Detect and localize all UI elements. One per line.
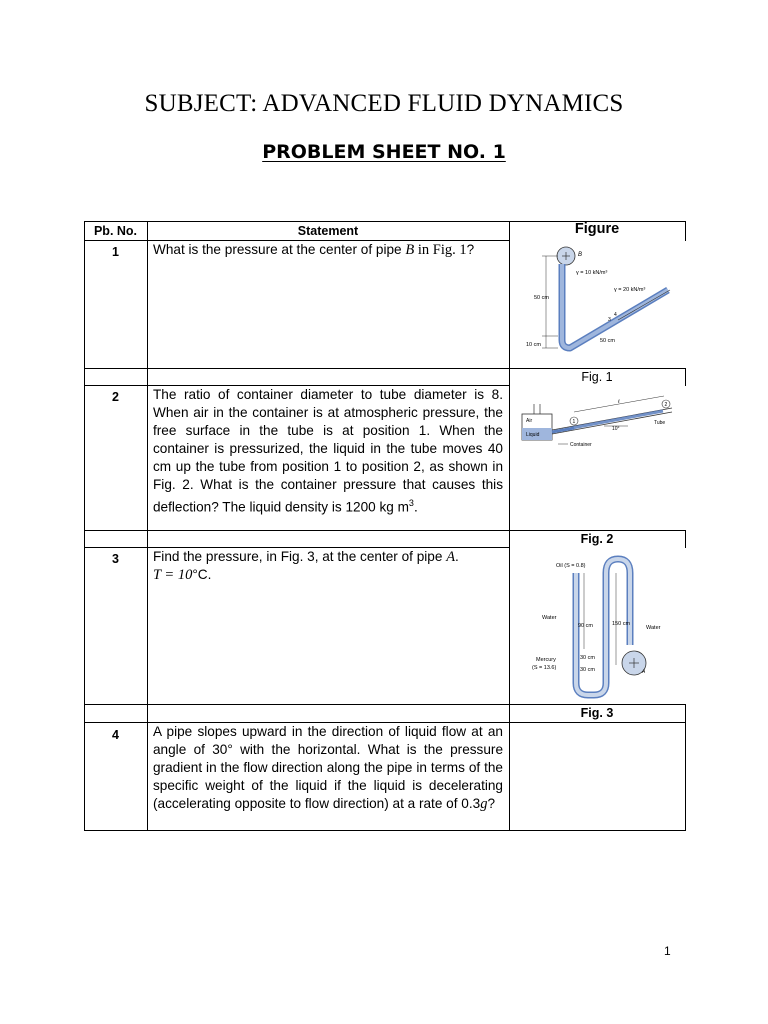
problem-statement	[153, 548, 503, 584]
col-header-statement: Statement	[297, 224, 359, 238]
table-line	[147, 221, 148, 831]
fig3-dim-30cm-b: 30 cm	[580, 667, 595, 673]
table-line	[84, 530, 686, 531]
fig1-dim-50cm-slope: 50 cm	[600, 338, 615, 344]
problem-statement	[153, 241, 503, 259]
fig1-label-B: B	[578, 252, 583, 258]
figure-ref: in Fig. 1	[414, 242, 467, 258]
pipe-label: B	[405, 242, 415, 258]
fig3-mercury-s: (S = 13.6)	[532, 665, 557, 671]
fig1-dim-50cm: 50 cm	[534, 295, 549, 301]
fig3-point-A: A	[642, 669, 646, 675]
problem-number: 3	[112, 552, 119, 566]
fig2-tube-label: Tube	[654, 420, 666, 426]
fig3-dim-150cm: 150 cm	[612, 621, 631, 627]
table-line	[84, 704, 686, 705]
table-line	[685, 530, 686, 548]
table-line	[685, 221, 686, 241]
gravity-symbol: g	[480, 796, 488, 812]
col-header-figure: Figure	[574, 221, 620, 237]
page-number: 1	[664, 944, 671, 958]
problem-number: 1	[112, 245, 119, 259]
fig2-liquid-label: Liquid	[526, 432, 540, 438]
fig1-dim-10cm: 10 cm	[526, 342, 541, 348]
fig1-gamma-20: γ = 20 kN/m³	[614, 287, 646, 293]
pipe-label: A	[446, 549, 456, 565]
figure-1-manometer	[518, 244, 680, 356]
fig3-dim-30cm-a: 30 cm	[580, 655, 595, 661]
statement-text: Find the pressure, in Fig. 3, at the center of pipe	[153, 549, 447, 564]
problem-number: 2	[112, 390, 119, 404]
table-line	[685, 368, 686, 386]
fig2-position-2: 2	[664, 402, 668, 408]
table-line	[685, 704, 686, 831]
statement-text: ?	[487, 796, 495, 811]
problem-statement	[153, 723, 503, 813]
fig3-oil-label: Oil (S = 0.8)	[556, 563, 586, 569]
col-header-number: Pb. No.	[93, 224, 138, 238]
superscript: 3	[408, 498, 414, 508]
statement-text: What is the pressure at the center of pipe	[153, 242, 406, 257]
figure-3-manometer	[518, 553, 680, 701]
fig2-position-1: 1	[572, 419, 576, 425]
fig1-gamma-10: γ = 10 kN/m³	[576, 270, 608, 276]
fig1-angle-3: 4	[614, 312, 617, 318]
fig1-angle-4: 3	[608, 317, 611, 323]
table-line	[509, 221, 510, 831]
statement-text: A pipe slopes upward in the direction of liquid flow at an angle of 30° with the horizontal. What is the pressure gradient in the flow direction along the pipe in terms of the specific weight of the liquid if the liquid is decelerating (accelerating opposite to flow direction) at a rate of 0.3	[153, 724, 503, 811]
table-line	[84, 830, 686, 831]
statement-text: ?	[466, 242, 475, 257]
statement-text: .	[413, 499, 418, 515]
fig2-air-label: Air	[526, 418, 533, 424]
problem-statement	[153, 386, 503, 517]
fig3-water-left: Water	[542, 615, 557, 621]
temperature: T = 10	[153, 567, 193, 583]
fig3-mercury-label: Mercury	[536, 657, 556, 663]
statement-text: The ratio of container diameter to tube diameter is 8. When air in the container is at atmospheric pressure, the free surface in the tube is at position 1. When the container is pressurized, the liquid in the tube moves 40 cm up the tube from position 1 to position 2, as shown in Fig. 2. What is the container pressure that causes this deflection? The liquid density is 1200 kg m	[153, 387, 503, 515]
figure-caption: Fig. 1	[581, 370, 613, 384]
problem-number: 4	[112, 728, 119, 742]
table-line	[509, 722, 686, 723]
fig2-length-label: ℓ	[618, 399, 620, 405]
temperature-unit: °C.	[192, 567, 212, 582]
figure-caption: Fig. 2	[580, 532, 614, 546]
fig3-dim-90cm: 90 cm	[578, 623, 593, 629]
page-subject: SUBJECT: ADVANCED FLUID DYNAMICS	[144, 90, 624, 117]
table-line	[84, 368, 686, 369]
fig2-angle-label: 10°	[612, 426, 620, 432]
figure-caption: Fig. 3	[580, 706, 614, 720]
sheet-title: PROBLEM SHEET NO. 1	[262, 141, 506, 163]
figure-2-container-tube	[518, 394, 680, 452]
statement-text: .	[455, 549, 459, 564]
fig2-container-label: Container	[570, 442, 592, 448]
fig3-water-right: Water	[646, 625, 661, 631]
